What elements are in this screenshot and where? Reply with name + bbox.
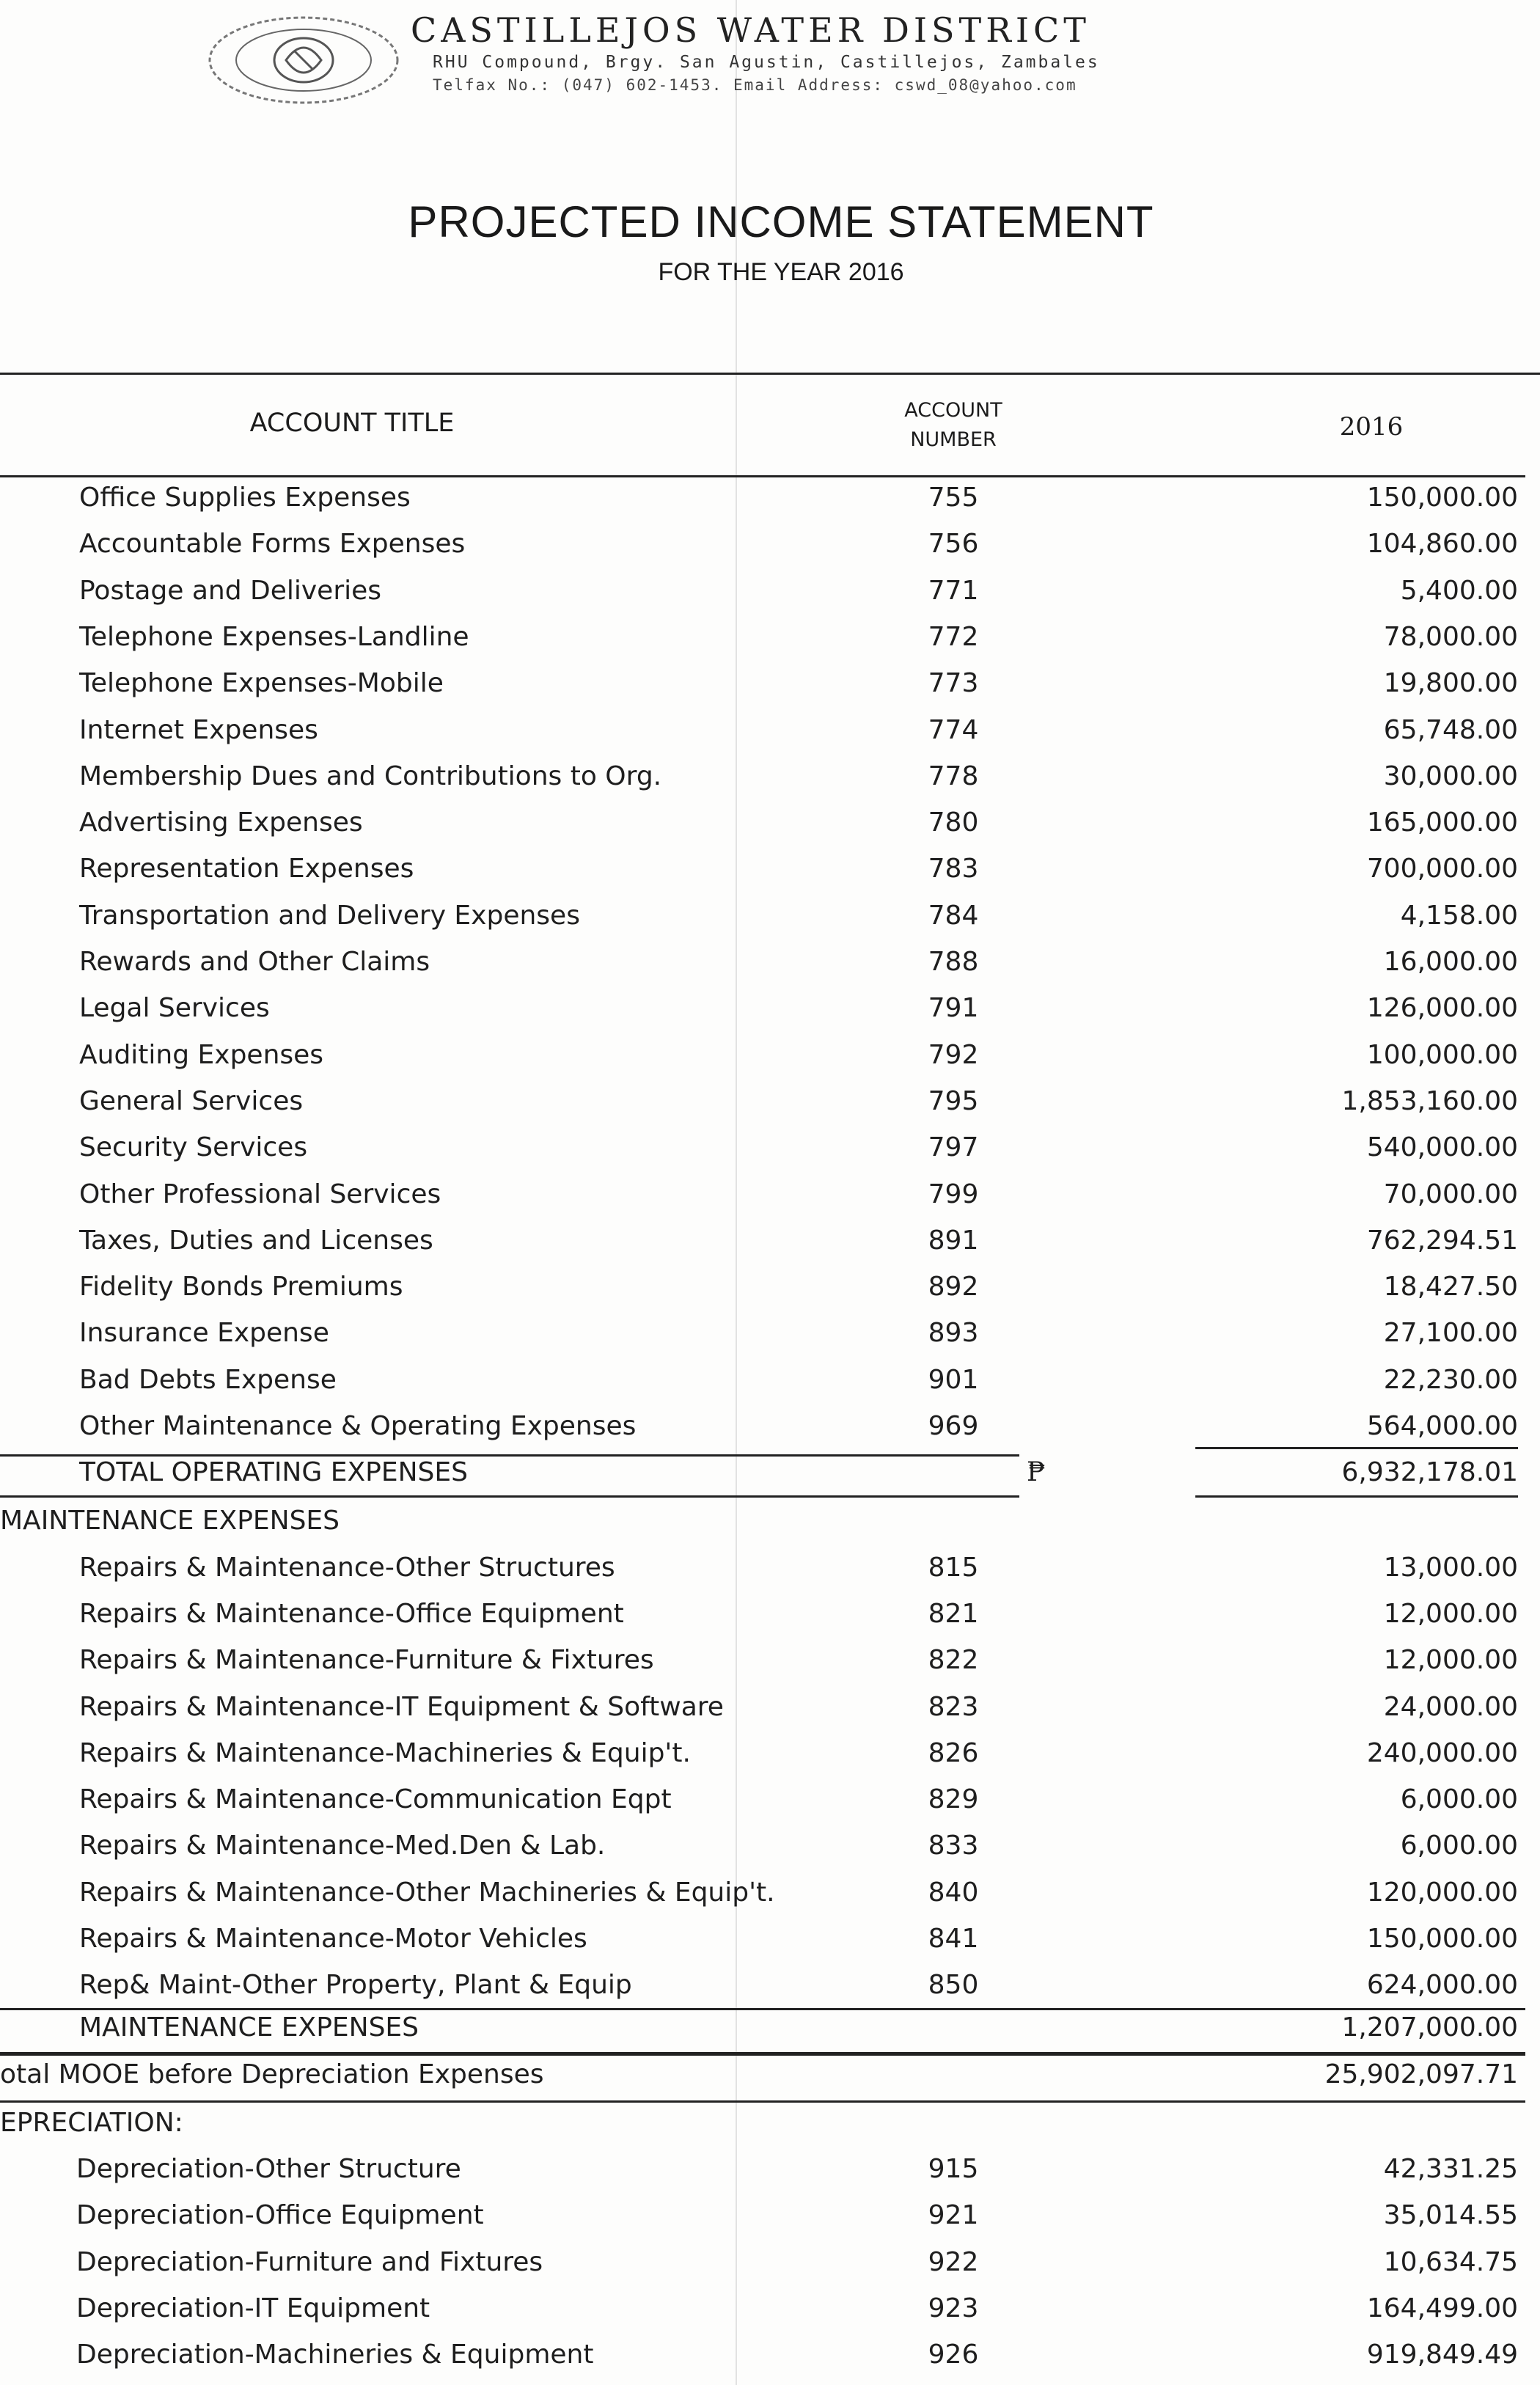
row-rule [1195, 1495, 1518, 1498]
account-number: 840 [928, 1877, 979, 1908]
amount: 35,014.55 [1383, 2200, 1518, 2230]
account-title: Other Professional Services [79, 1179, 441, 1209]
account-title: Repairs & Maintenance-Machineries & Equip't. [79, 1738, 691, 1768]
operating-expense-row [0, 668, 1540, 712]
operating-expense-row [0, 947, 1540, 991]
account-number: 772 [928, 622, 979, 652]
amount: 70,000.00 [1383, 1179, 1518, 1209]
account-title: Depreciation-Office Equipment [76, 2200, 484, 2230]
row-rule [0, 1495, 1019, 1498]
operating-expense-row [0, 1318, 1540, 1362]
operating-expense-row [0, 761, 1540, 805]
account-title: Postage and Deliveries [79, 576, 382, 606]
account-number: 922 [928, 2247, 979, 2277]
row-total: 6,932,178.01 [1341, 1457, 1518, 1487]
account-number: 892 [928, 1272, 979, 1302]
row-total: 1,207,000.00 [1341, 2012, 1518, 2043]
maintenance-expense-row [0, 1645, 1540, 1689]
account-title: Transportation and Delivery Expenses [79, 901, 580, 931]
depreciation-row [0, 2247, 1540, 2291]
account-number: 833 [928, 1831, 979, 1861]
account-number: 799 [928, 1179, 979, 1209]
account-number: 823 [928, 1692, 979, 1722]
organization-name: CASTILLEJOS WATER DISTRICT [411, 10, 1090, 50]
maintenance-expense-row [0, 1738, 1540, 1782]
table-top-rule [0, 373, 1540, 375]
depreciation-row [0, 2293, 1540, 2337]
table-header-rule [0, 475, 1525, 477]
operating-expense-row [0, 483, 1540, 527]
account-title: Fidelity Bonds Premiums [79, 1272, 403, 1302]
account-number: 821 [928, 1599, 979, 1629]
amount: 100,000.00 [1366, 1040, 1518, 1070]
amount: 10,634.75 [1383, 2247, 1518, 2277]
depreciation-row [0, 2340, 1540, 2384]
account-number: 791 [928, 993, 979, 1023]
depreciation-row [0, 2200, 1540, 2244]
row-rule [0, 2100, 1525, 2103]
row-label: MAINTENANCE EXPENSES [79, 2012, 419, 2043]
account-title: Repairs & Maintenance-Other Machineries & Equip't. [79, 1877, 775, 1908]
operating-expense-row [0, 1086, 1540, 1130]
account-title: Internet Expenses [79, 715, 318, 745]
amount: 126,000.00 [1366, 993, 1518, 1023]
account-title: Telephone Expenses-Mobile [79, 668, 444, 698]
operating-expense-row [0, 901, 1540, 945]
peso-sign: ₱ [1027, 1457, 1046, 1487]
account-number: 755 [928, 483, 979, 513]
depreciation-row [0, 2154, 1540, 2198]
account-title: Accountable Forms Expenses [79, 529, 466, 559]
account-title: Representation Expenses [79, 854, 414, 884]
amount: 104,860.00 [1366, 529, 1518, 559]
account-title: Depreciation-Furniture and Fixtures [76, 2247, 543, 2277]
amount: 24,000.00 [1383, 1692, 1518, 1722]
account-number: 915 [928, 2154, 979, 2184]
amount: 762,294.51 [1366, 1226, 1518, 1256]
account-number: 783 [928, 854, 979, 884]
operating-expense-row [0, 622, 1540, 666]
account-title: Security Services [79, 1132, 308, 1162]
row-rule [0, 2008, 1525, 2010]
row-label: otal MOOE before Depreciation Expenses [0, 2059, 544, 2089]
total-mooe-row [0, 2059, 1540, 2103]
maintenance-expense-row [0, 1692, 1540, 1736]
organization-address: RHU Compound, Brgy. San Agustin, Castillejos, Zambales [433, 53, 1100, 72]
account-number: 795 [928, 1086, 979, 1116]
amount: 150,000.00 [1366, 483, 1518, 513]
statement-subtitle: FOR THE YEAR 2016 [658, 258, 904, 286]
operating-expense-row [0, 807, 1540, 851]
statement-title: PROJECTED INCOME STATEMENT [408, 197, 1154, 246]
row-label: EPRECIATION: [0, 2108, 183, 2138]
account-title: Bad Debts Expense [79, 1365, 337, 1395]
account-title: Insurance Expense [79, 1318, 329, 1348]
account-title: Repairs & Maintenance-Motor Vehicles [79, 1924, 587, 1954]
maintenance-expense-row [0, 1784, 1540, 1828]
amount: 12,000.00 [1383, 1645, 1518, 1675]
row-label: MAINTENANCE EXPENSES [0, 1506, 340, 1536]
amount: 27,100.00 [1383, 1318, 1518, 1348]
amount: 65,748.00 [1383, 715, 1518, 745]
amount: 19,800.00 [1383, 668, 1518, 698]
amount: 13,000.00 [1383, 1553, 1518, 1583]
account-number: 829 [928, 1784, 979, 1814]
account-title: Other Maintenance & Operating Expenses [79, 1411, 637, 1441]
account-title: Taxes, Duties and Licenses [79, 1226, 433, 1256]
account-number: 771 [928, 576, 979, 606]
amount: 150,000.00 [1366, 1924, 1518, 1954]
account-number: 926 [928, 2340, 979, 2370]
amount: 240,000.00 [1366, 1738, 1518, 1768]
amount: 30,000.00 [1383, 761, 1518, 791]
amount: 78,000.00 [1383, 622, 1518, 652]
account-number: 921 [928, 2200, 979, 2230]
account-title: General Services [79, 1086, 304, 1116]
account-title: Repairs & Maintenance-Office Equipment [79, 1599, 624, 1629]
amount: 165,000.00 [1366, 807, 1518, 838]
account-title: Depreciation-IT Equipment [76, 2293, 430, 2323]
account-title: Legal Services [79, 993, 270, 1023]
operating-expense-row [0, 576, 1540, 620]
account-title: Auditing Expenses [79, 1040, 324, 1070]
amount: 540,000.00 [1366, 1132, 1518, 1162]
operating-expense-row [0, 1132, 1540, 1176]
amount: 6,000.00 [1400, 1831, 1518, 1861]
row-rule [1195, 1447, 1518, 1449]
account-number: 797 [928, 1132, 979, 1162]
amount: 700,000.00 [1366, 854, 1518, 884]
account-title: Repairs & Maintenance-Communication Eqpt [79, 1784, 672, 1814]
amount: 22,230.00 [1383, 1365, 1518, 1395]
row-rule [0, 2052, 1525, 2056]
amount: 6,000.00 [1400, 1784, 1518, 1814]
amount: 164,499.00 [1366, 2293, 1518, 2323]
amount: 12,000.00 [1383, 1599, 1518, 1629]
water-district-seal-icon [205, 13, 402, 107]
account-number: 841 [928, 1924, 979, 1954]
row-label: TOTAL OPERATING EXPENSES [79, 1457, 468, 1487]
total-operating-row [0, 1457, 1540, 1501]
account-number: 969 [928, 1411, 979, 1441]
account-number: 784 [928, 901, 979, 931]
account-number: 780 [928, 807, 979, 838]
row-rule [0, 1454, 1019, 1457]
header-account-title: ACCOUNT TITLE [249, 409, 455, 438]
account-number: 773 [928, 668, 979, 698]
amount: 5,400.00 [1400, 576, 1518, 606]
account-number: 901 [928, 1365, 979, 1395]
account-title: Membership Dues and Contributions to Org. [79, 761, 662, 791]
account-number: 893 [928, 1318, 979, 1348]
operating-expense-row [0, 1365, 1540, 1409]
amount: 1,853,160.00 [1341, 1086, 1518, 1116]
account-title: Depreciation-Other Structure [76, 2154, 461, 2184]
maintenance-expense-row [0, 1599, 1540, 1643]
header-year: 2016 [1339, 412, 1404, 442]
account-number: 774 [928, 715, 979, 745]
maintenance-expense-row [0, 1970, 1540, 2014]
account-number: 822 [928, 1645, 979, 1675]
account-title: Rep& Maint-Other Property, Plant & Equip [79, 1970, 632, 2000]
account-title: Depreciation-Machineries & Equipment [76, 2340, 594, 2370]
account-title: Rewards and Other Claims [79, 947, 430, 977]
account-title: Repairs & Maintenance-Med.Den & Lab. [79, 1831, 606, 1861]
account-number: 826 [928, 1738, 979, 1768]
operating-expense-row [0, 1179, 1540, 1223]
amount: 4,158.00 [1400, 901, 1518, 931]
account-number: 792 [928, 1040, 979, 1070]
maintenance-expense-row [0, 1877, 1540, 1921]
maintenance-expense-row [0, 1831, 1540, 1875]
operating-expense-row [0, 1040, 1540, 1084]
depreciation-heading-row [0, 2108, 1540, 2152]
maintenance-expense-row [0, 1553, 1540, 1597]
total-maintenance-row [0, 2012, 1540, 2056]
account-number: 756 [928, 529, 979, 559]
account-number: 891 [928, 1226, 979, 1256]
operating-expense-row [0, 993, 1540, 1037]
amount: 919,849.49 [1366, 2340, 1518, 2370]
account-number: 923 [928, 2293, 979, 2323]
account-number: 815 [928, 1553, 979, 1583]
account-number: 788 [928, 947, 979, 977]
amount: 624,000.00 [1366, 1970, 1518, 2000]
operating-expense-row [0, 715, 1540, 759]
amount: 564,000.00 [1366, 1411, 1518, 1441]
operating-expense-row [0, 1272, 1540, 1316]
account-number: 850 [928, 1970, 979, 2000]
account-title: Repairs & Maintenance-IT Equipment & Software [79, 1692, 724, 1722]
row-total: 25,902,097.71 [1324, 2059, 1518, 2089]
organization-contact: Telfax No.: (047) 602-1453. Email Address: cswd_08@yahoo.com [433, 76, 1077, 94]
operating-expense-row [0, 854, 1540, 898]
amount: 18,427.50 [1383, 1272, 1518, 1302]
header-account-number: ACCOUNT NUMBER [904, 399, 1002, 451]
account-title: Repairs & Maintenance-Other Structures [79, 1553, 615, 1583]
account-title: Advertising Expenses [79, 807, 363, 838]
account-title: Telephone Expenses-Landline [79, 622, 469, 652]
operating-expense-row [0, 1226, 1540, 1270]
maintenance-expense-row [0, 1924, 1540, 1968]
amount: 120,000.00 [1366, 1877, 1518, 1908]
amount: 42,331.25 [1383, 2154, 1518, 2184]
amount: 16,000.00 [1383, 947, 1518, 977]
account-number: 778 [928, 761, 979, 791]
operating-expense-row [0, 529, 1540, 573]
maintenance-heading-row [0, 1506, 1540, 1550]
account-title: Repairs & Maintenance-Furniture & Fixtures [79, 1645, 654, 1675]
account-title: Office Supplies Expenses [79, 483, 411, 513]
